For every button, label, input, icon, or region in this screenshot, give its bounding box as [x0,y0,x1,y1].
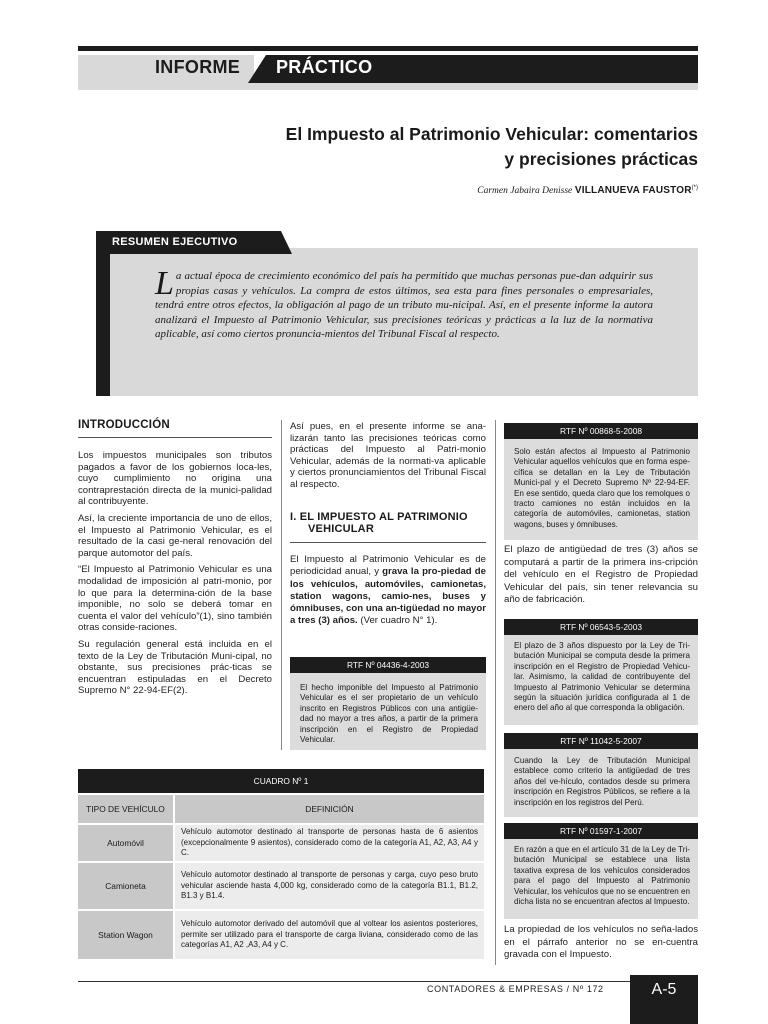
section-1-heading-line-1: I. EL IMPUESTO AL PATRIMONIO [290,511,468,523]
rtf-box-11042-title: RTF Nº 11042-5-2007 [504,733,698,749]
rtf-box-06543 [504,619,698,725]
intro-heading: INTRODUCCIÓN [78,419,170,431]
section-1-text [290,554,486,633]
intro-paragraph-2: Así, la creciente importancia de uno de ellos, el Impuesto al Patrimonio Vehicular, es el resultado de la casi ge-neral renovación del parque automotor del país. [78,512,272,559]
section-label-practico: PRÁCTICO [276,57,373,77]
section-1-text-bold: grava la pro-piedad de los vehículos, automóviles, camionetas, station wagons, camio-nes, buses y ómnibuses, con una an-tigüedad no mayor a tres (3) años. [290,566,486,627]
column-rule-right [495,420,496,965]
section-1-text-ref: (Ver cuadro N° 1). [357,615,438,627]
table-row-type: Automóvil [78,825,173,861]
header-bottom-band [78,83,698,90]
summary-text [155,265,653,342]
intro-paragraph-1: Los impuestos municipales son tributos pagados a favor de los gobiernos loca-les, cuyo cumplimiento no origina una contraprestación directa de la munici-palidad al contribuyente. [78,450,272,508]
middle-intro-text [290,421,486,496]
table-row-type: Station Wagon [78,911,173,959]
header-top-rule [78,46,698,51]
rtf-box-00868-text: Solo están afectos al Impuesto al Patrimonio Vehicular aquellos vehículos que en forma espe-cífica se detallan en la Ley de Tributación Munici-pal y el Decreto Supremo Nº 22-94-EF. En ese sentido, queda claro que los remolques o tracto camiones no están incluidos en la categoría de automóviles, camionetas, station wagons, buses y ómnibuses. [514,447,690,529]
article-title-line-1: El Impuesto al Patrimonio Vehicular: comentarios [285,124,698,144]
rtf-box-01597-title: RTF Nº 01597-1-2007 [504,823,698,839]
summary-body: a actual época de crecimiento económico del país ha permitido que muchas personas pue-dan adquirir sus propias casas y vehículos. La compra de estos últimos, sea esta para fines personales o empresariales, tendrá entre otros efectos, la obligación al pago de un tributo mu-nicipal. Así, en el presente informe la autora analizará el Impuesto al Patrimonio Vehicular, sus precisiones teóricas y prácticas a la luz de la normativa aplicable, así como ciertos pronuncia-mientos del Tribunal Fiscal al respecto. [155,270,653,341]
footer-rule [78,981,630,982]
table-title: CUADRO Nº 1 [78,769,484,793]
table-row-type: Camioneta [78,863,173,909]
rtf-box-01597 [504,823,698,919]
page-number: A-5 [630,975,698,1024]
section-1-paragraph [290,554,486,628]
author-given-names: Carmen Jabaira Denisse [477,186,573,197]
intro-column [78,450,272,702]
intro-heading-rule [78,437,272,438]
rtf-box-04436 [290,657,486,750]
column-rule-left [281,420,282,750]
middle-paragraph-1: Así pues, en el presente informe se ana-lizarán tanto las precisiones teóricas como prácticas del Impuesto al Patri-monio Vehicular, además de la normati-va aplicable y ciertos pronunciamientos del Tribunal Fiscal al respecto. [290,421,486,490]
rtf-box-00868-title: RTF Nº 00868-5-2008 [504,423,698,439]
rtf-box-11042-text: Cuando la Ley de Tributación Municipal establece como criterio la antigüedad de tres años del ve-hículo, contados desde su primera inscripción en Registros Públicos, se refiere a la inscripción en los registros del Perú. [514,756,690,807]
summary-side-bar [96,242,110,396]
table-row-definition: Vehículo automotor derivado del automóvil que al voltear los asientos posteriores, permite ser utilizado para el transporte de carga liviana, considerado como de las categorías A1, A2 ,A3, A4 y C. [175,911,484,959]
table-header-type: TIPO DE VEHÍCULO [78,795,173,823]
table-header-definition: DEFINICIÓN [175,795,484,823]
rtf-box-01597-text: En razón a que en el artículo 31 de la Ley de Tri-butación Municipal se establece una lista taxativa expresa de los vehículos considerados para el pago del Impuesto al Patrimonio Vehicular, los vehículos que no se encuentren en dicha lista no se encuentran afectos al Impuesto. [514,845,690,907]
author-byline [477,185,698,196]
footer-publication: CONTADORES & EMPRESAS / Nº 172 [427,984,604,994]
summary-dropcap: L [155,265,174,302]
right-paragraph-1: El plazo de antigüedad de tres (3) años se computará a partir de la primera ins-cripción del vehículo en el Registro de Propiedad Vehicular del país, sin tener relevancia su año de fabricación. [504,544,698,606]
author-surname: VILLANUEVA FAUSTOR [574,185,692,197]
rtf-box-11042 [504,733,698,817]
author-footnote-mark: (*) [691,185,698,191]
rtf-box-00868 [504,423,698,540]
section-label-informe: INFORME [155,57,241,77]
section-1-heading-line-2: VEHICULAR [308,523,374,535]
rtf-box-06543-title: RTF Nº 06543-5-2003 [504,619,698,635]
rtf-box-06543-text: El plazo de 3 años dispuesto por la Ley de Tri-butación Municipal se computa desde la primera inscripción en el Registro de Propiedad Vehicu-lar. Asimismo, la calidad de contribuyente del Impuesto al Patrimonio Vehicular se determina según la situación jurídica configurada al 1 de enero del año al que corresponda la obligación. [514,641,690,713]
article-title-line-2: y precisiones prácticas [504,149,698,169]
intro-paragraph-4: Su regulación general está incluida en el texto de la Ley de Tributación Muni-cipal, no obstante, sus precisiones prác-ticas se encuentran estipuladas en el Decreto Supremo N° 22-94-EF(2). [78,638,272,697]
summary-label: RESUMEN EJECUTIVO [112,236,238,248]
section-1-heading [290,511,468,535]
rtf-box-04436-text: El hecho imponible del Impuesto al Patrimonio Vehicular es el ser propietario de un vehículo inscrito en Registros Públicos con una antigüe-dad no mayor a tres años, a partir de la primera inscripción en el Registro de Propiedad Vehicular. [300,683,478,745]
article-title [138,122,698,172]
table-row-definition: Vehículo automotor destinado al transporte de personas y carga, cuyo peso bruto vehicular asciende hasta 4,000 kg, considerado como de la categoría B1.1, B1.2, B1.3 y B1.4. [175,863,484,909]
table-row-definition: Vehículo automotor destinado al transporte de personas hasta de 6 asientos (excepcionalmente 9 asientos), considerado como de la categoría A1, A2, A3, A4 y C. [175,825,484,861]
section-1-heading-rule [290,542,486,543]
section-1-text-lead: El Impuesto al Patrimonio Vehicular es de periodicidad anual, y [290,554,486,578]
rtf-box-04436-title: RTF Nº 04436-4-2003 [290,657,486,673]
right-paragraph-2: La propiedad de los vehículos no seña-lados en el párrafo anterior no se en-cuentra gravada con el Impuesto. [504,924,698,961]
intro-paragraph-3: “El Impuesto al Patrimonio Vehicular es una modalidad de imposición al patri-monio, por lo que para la determina-ción de la base imponible, no solo se deberá tomar en cuenta el valor del vehículo”(1), sino también otras conside-raciones. [78,564,272,634]
